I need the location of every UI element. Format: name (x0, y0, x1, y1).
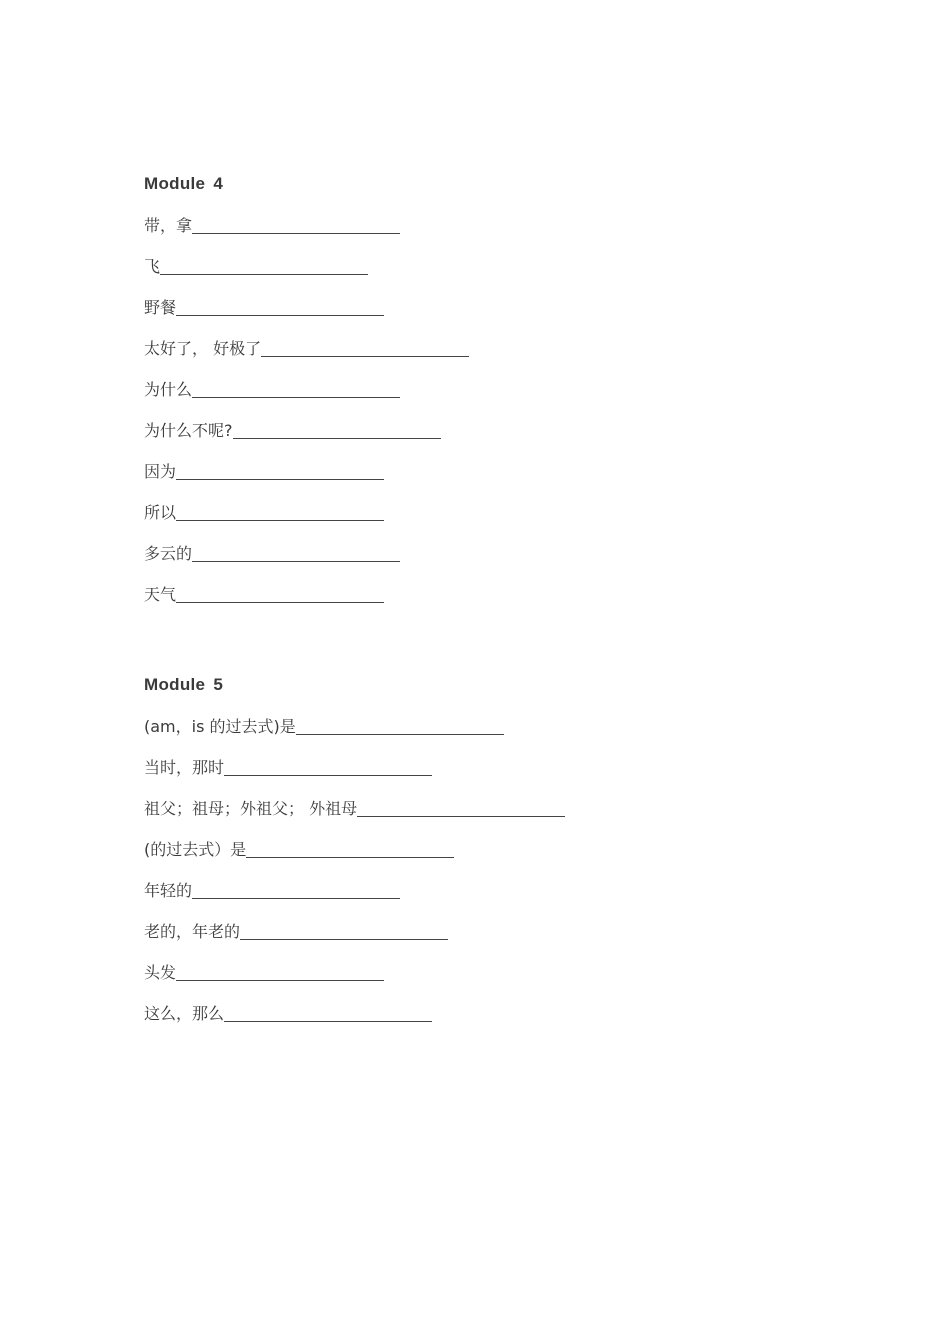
vocab-list (144, 697, 565, 1025)
vocab-item (144, 779, 565, 820)
answer-blank[interactable] (261, 336, 469, 357)
answer-blank[interactable] (176, 960, 384, 981)
vocab-label: 为什么不呢? (144, 421, 233, 440)
vocab-label: 天气 (144, 585, 177, 604)
vocab-item (144, 861, 565, 902)
vocab-label: 带，拿 (144, 216, 193, 235)
vocab-label: 野餐 (144, 298, 177, 317)
vocab-item (144, 319, 469, 360)
vocab-label: 老的，年老的 (144, 922, 241, 941)
answer-blank[interactable] (240, 919, 448, 940)
vocab-item (144, 524, 469, 565)
vocab-item (144, 196, 469, 237)
vocab-label: 太好了， 好极了 (144, 339, 262, 358)
vocab-item (144, 738, 565, 779)
vocab-label: 飞 (144, 257, 161, 276)
answer-blank[interactable] (246, 837, 454, 858)
vocab-label: 这么，那么 (144, 1004, 225, 1023)
vocab-item (144, 820, 565, 861)
vocab-item (144, 442, 469, 483)
vocab-item (144, 278, 469, 319)
vocab-item (144, 902, 565, 943)
answer-blank[interactable] (176, 582, 384, 603)
answer-blank[interactable] (160, 254, 368, 275)
vocab-item (144, 697, 565, 738)
vocab-label: 年轻的 (144, 881, 193, 900)
answer-blank[interactable] (176, 459, 384, 480)
vocab-label: 多云的 (144, 544, 193, 563)
vocab-label: 为什么 (144, 380, 193, 399)
module-title: Module 4 (144, 174, 224, 193)
vocab-item (144, 984, 565, 1025)
module-5-section (144, 673, 565, 1025)
vocab-label: 所以 (144, 503, 177, 522)
answer-blank[interactable] (176, 500, 384, 521)
answer-blank[interactable] (357, 796, 565, 817)
vocab-list (144, 196, 469, 606)
vocab-label: (am，is 的过去式)是 (144, 717, 296, 736)
vocab-item (144, 565, 469, 606)
answer-blank[interactable] (224, 1001, 432, 1022)
vocab-label: (的过去式）是 (144, 840, 247, 859)
vocab-item (144, 237, 469, 278)
vocab-label: 头发 (144, 963, 177, 982)
vocab-label: 当时，那时 (144, 758, 225, 777)
answer-blank[interactable] (192, 878, 400, 899)
module-4-section (144, 172, 469, 606)
vocab-item (144, 483, 469, 524)
vocab-item (144, 943, 565, 984)
answer-blank[interactable] (192, 213, 400, 234)
answer-blank[interactable] (192, 541, 400, 562)
answer-blank[interactable] (296, 714, 504, 735)
module-title: Module 5 (144, 675, 224, 694)
vocab-item (144, 401, 469, 442)
vocab-item (144, 360, 469, 401)
answer-blank[interactable] (224, 755, 432, 776)
answer-blank[interactable] (176, 295, 384, 316)
vocab-label: 因为 (144, 462, 177, 481)
answer-blank[interactable] (192, 377, 400, 398)
vocab-label: 祖父；祖母；外祖父； 外祖母 (144, 799, 358, 818)
answer-blank[interactable] (233, 418, 441, 439)
